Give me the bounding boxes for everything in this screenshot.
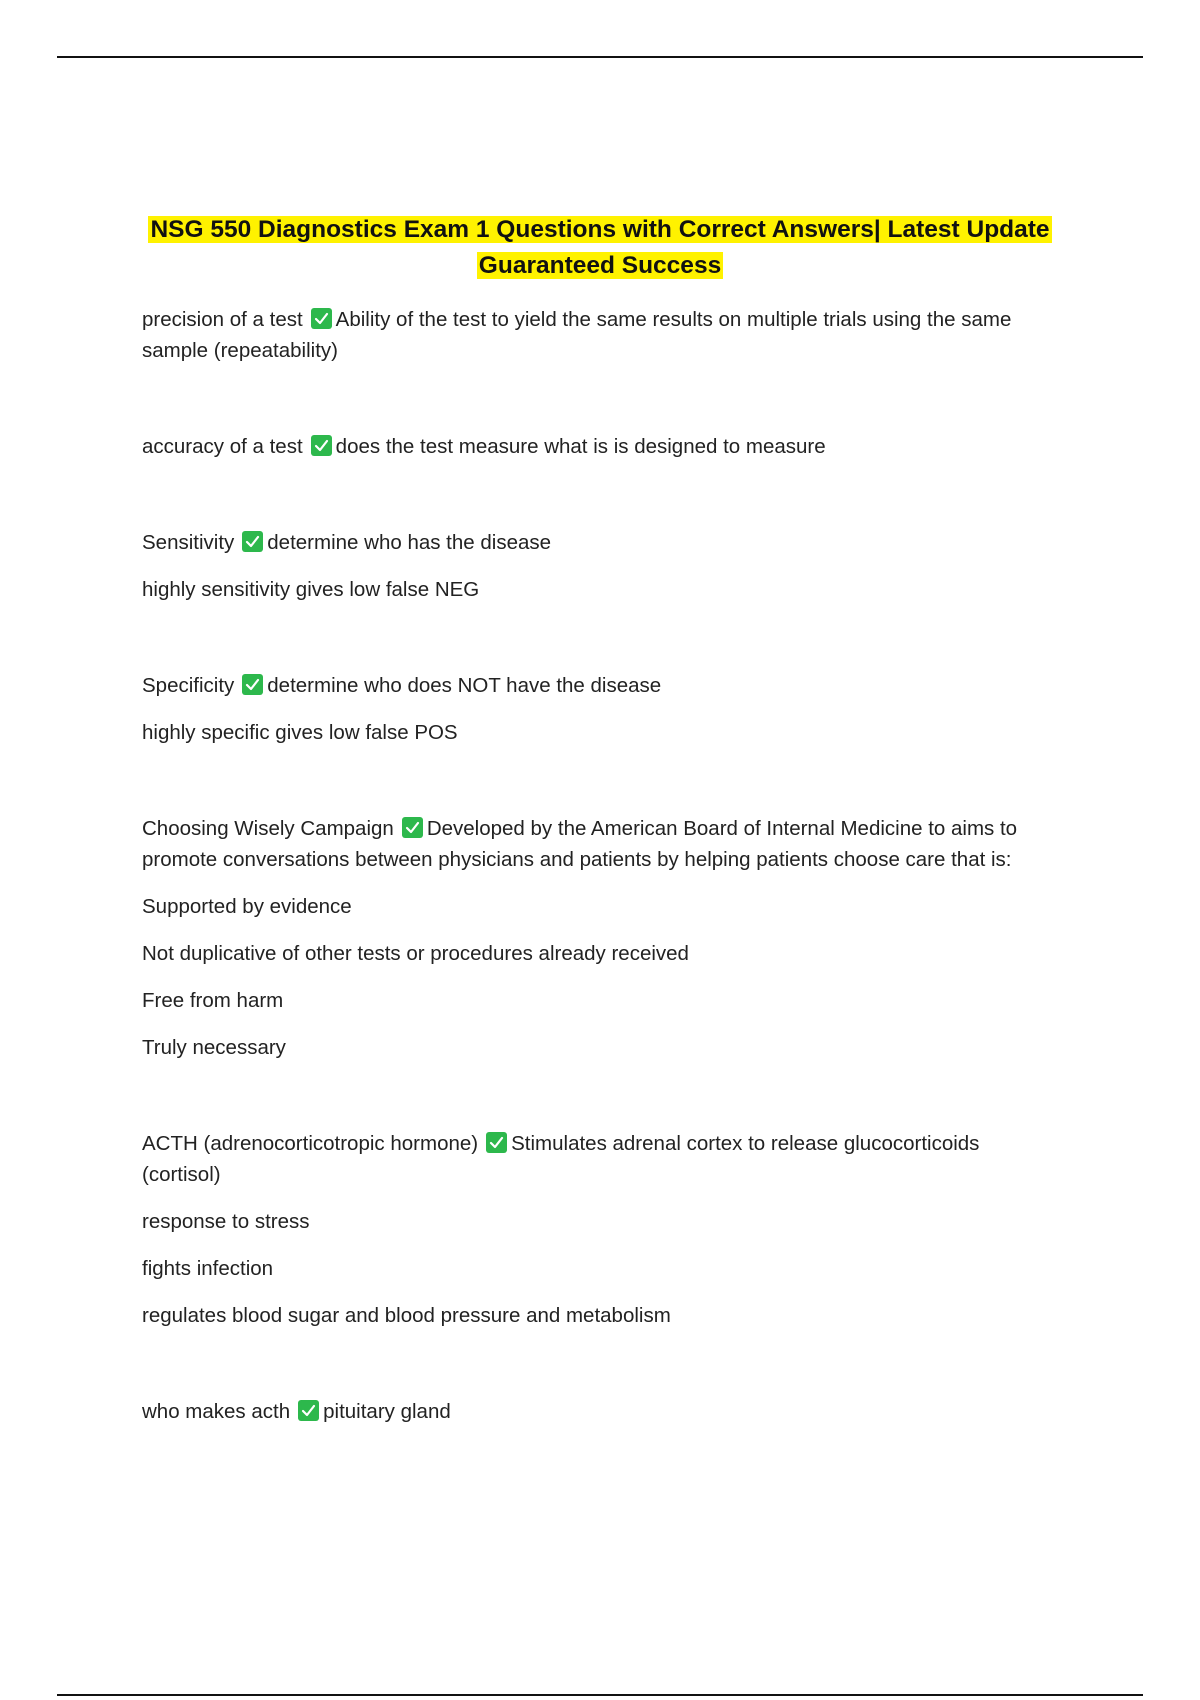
question-term: precision of a test — [142, 308, 303, 331]
qa-item — [142, 670, 1052, 748]
qa-item — [142, 1396, 1052, 1427]
answer-note: fights infection — [142, 1257, 274, 1280]
question-term: who makes acth — [142, 1400, 291, 1423]
answer-text: Developed by the American Board of Internal Medicine to aims to promote conversations between physicians and patients by helping patients choose care that is: — [142, 817, 1018, 871]
qa-item — [142, 527, 1052, 605]
answer-note: Truly necessary — [142, 1036, 286, 1059]
qa-line — [142, 431, 1052, 462]
answer-note: highly specific gives low false POS — [142, 721, 458, 744]
qa-item — [142, 304, 1052, 366]
checkmark-icon — [242, 674, 263, 695]
qa-line — [142, 1128, 1052, 1190]
checkmark-icon — [402, 817, 423, 838]
answer-text: Stimulates adrenal cortex to release glucocorticoids (cortisol) — [142, 1132, 980, 1186]
answer-note: Free from harm — [142, 989, 284, 1012]
qa-item — [142, 1128, 1052, 1331]
question-term: ACTH (adrenocorticotropic hormone) — [142, 1132, 479, 1155]
qa-line — [142, 1396, 1052, 1427]
qa-line — [142, 670, 1052, 701]
checkmark-icon — [311, 308, 332, 329]
qa-item — [142, 813, 1052, 1063]
answer-text: pituitary gland — [323, 1400, 451, 1423]
question-term: Specificity — [142, 674, 235, 697]
footer-rule — [57, 1694, 1143, 1696]
answer-text: does the test measure what is is designed to measure — [335, 435, 826, 458]
question-list — [142, 304, 1052, 1492]
answer-note: response to stress — [142, 1210, 310, 1233]
answer-text: Ability of the test to yield the same results on multiple trials using the same sample (repeatability) — [142, 308, 1012, 362]
answer-text: determine who has the disease — [267, 531, 552, 554]
qa-line — [142, 304, 1052, 366]
checkmark-icon — [311, 435, 332, 456]
title-line-2: Guaranteed Success — [478, 252, 722, 279]
answer-note: regulates blood sugar and blood pressure and metabolism — [142, 1304, 671, 1327]
header-rule — [57, 56, 1143, 58]
answer-note: Supported by evidence — [142, 895, 352, 918]
title-line-1: NSG 550 Diagnostics Exam 1 Questions with Correct Answers| Latest Update — [150, 216, 1050, 243]
checkmark-icon — [298, 1400, 319, 1421]
checkmark-icon — [242, 531, 263, 552]
answer-note: Not duplicative of other tests or procedures already received — [142, 942, 689, 965]
qa-line — [142, 527, 1052, 558]
question-term: Choosing Wisely Campaign — [142, 817, 394, 840]
question-term: accuracy of a test — [142, 435, 303, 458]
qa-line — [142, 813, 1052, 875]
answer-note: highly sensitivity gives low false NEG — [142, 578, 480, 601]
checkmark-icon — [486, 1132, 507, 1153]
document-title — [140, 212, 1060, 284]
question-term: Sensitivity — [142, 531, 235, 554]
answer-text: determine who does NOT have the disease — [267, 674, 662, 697]
qa-item — [142, 431, 1052, 462]
